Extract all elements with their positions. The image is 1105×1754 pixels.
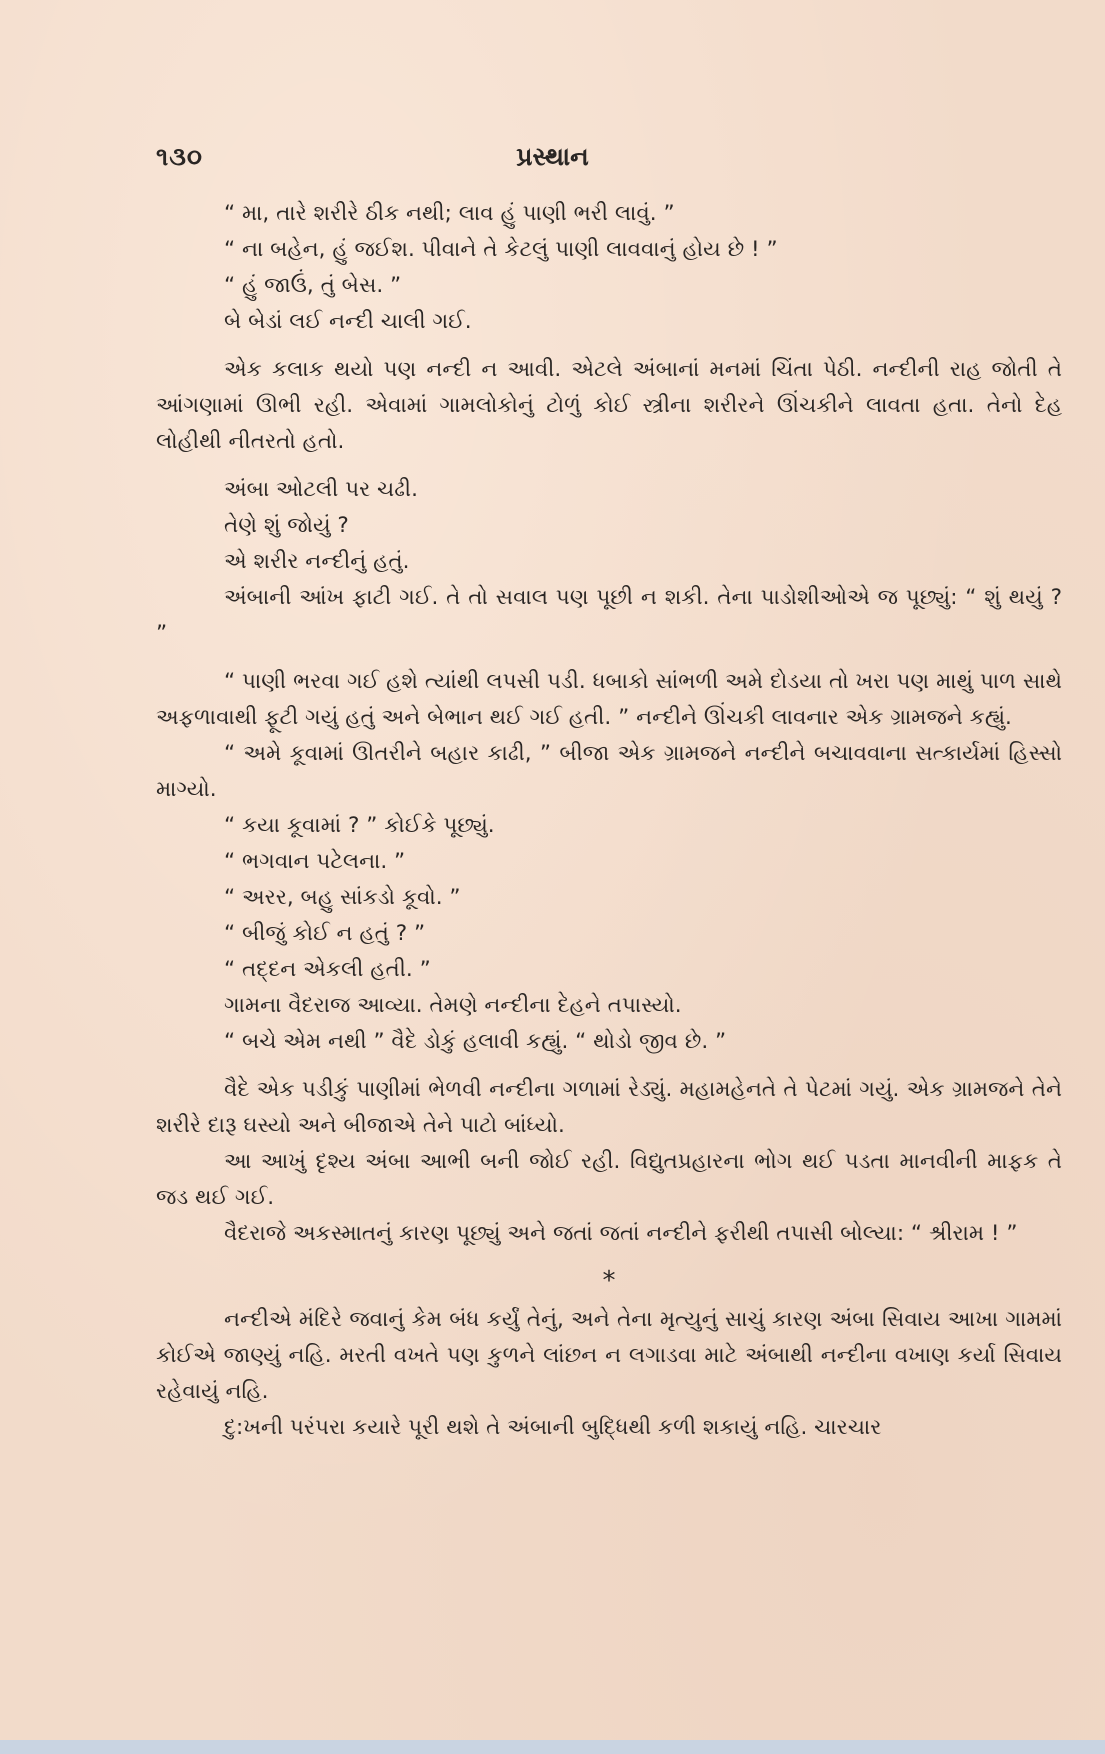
paragraph: “ કયા કૂવામાં ? ” કોઈકે પૂછ્યું. (224, 813, 495, 838)
paragraph: દુ:ખની પરંપરા કયારે પૂરી થશે તે અંબાની બુદ્ધિથી કળી શકાયું નહિ. ચારચાર (224, 1415, 882, 1440)
paragraph: વૈદરાજે અકસ્માતનું કારણ પૂછ્યું અને જતાં જતાં નન્દીને ફરીથી તપાસી બોલ્યા: “ શ્રીરામ ! ” (224, 1221, 1018, 1246)
paragraph: “ તદ્દન એકલી હતી. ” (224, 957, 431, 982)
page-number: ૧૩૦ (156, 142, 203, 171)
paragraph: એક કલાક થયો પણ નન્દી ન આવી. એટલે અંબાનાં મનમાં ચિંતા પેઠી. નન્દીની રાહ જોતી તે આંગણામાં ઊભી રહી. એવામાં ગામલોકોનું ટોળું કોઈ સ્ત્રીના શરીરને ઊંચકીને લાવતા હતા. તેનો દેહ લોહીથી નીતરતો હતો. (156, 357, 1062, 454)
page-header (0, 142, 1105, 182)
paragraph: “ ભગવાન પટેલના. ” (224, 849, 406, 874)
paragraph: “ અમે કૂવામાં ઊતરીને બહાર કાઢી, ” બીજા એક ગ્રામજને નન્દીને બચાવવાના સત્કાર્યમાં હિસ્સો માગ્યો. (156, 741, 1062, 802)
body-text (156, 196, 1062, 1446)
paragraph: ગામના વૈદરાજ આવ્યા. તેમણે નન્દીના દેહને તપાસ્યો. (224, 993, 682, 1018)
paragraph: અંબા ઓટલી પર ચઢી. (224, 477, 418, 502)
section-separator: * (602, 1266, 616, 1296)
paragraph: “ બચે એમ નથી ” વૈદે ડોકું હલાવી કહ્યું. “ થોડો જીવ છે. ” (224, 1029, 727, 1054)
paragraph: “ પાણી ભરવા ગઈ હશે ત્યાંથી લપસી પડી. ધબાકો સાંભળી અમે દોડયા તો ખરા પણ માથું પાળ સાથે અફળાવાથી ફૂટી ગયું હતું અને બેભાન થઈ ગઈ હતી. ” નન્દીને ઊંચકી લાવનાર એક ગ્રામજને કહ્યું. (156, 669, 1062, 730)
paragraph: આ આખું દૃશ્ય અંબા આભી બની જોઈ રહી. વિદ્યુતપ્રહારના ભોગ થઈ પડતા માનવીની માફક તે જડ થઈ ગઈ. (156, 1149, 1062, 1210)
scan-edge-strip (0, 1740, 1105, 1754)
paragraph: “ હું જાઉં, તું બેસ. ” (224, 273, 402, 298)
paragraph: વૈદે એક પડીકું પાણીમાં ભેળવી નન્દીના ગળામાં રેડ્યું. મહામહેનતે તે પેટમાં ગયું. એક ગ્રામજને તેને શરીરે દારૂ ઘસ્યો અને બીજાએ તેને પાટો બાંધ્યો. (156, 1077, 1062, 1138)
paragraph: બે બેડાં લઈ નન્દી ચાલી ગઈ. (224, 309, 472, 334)
paragraph: “ ના બહેન, હું જઈશ. પીવાને તે કેટલું પાણી લાવવાનું હોય છે ! ” (224, 237, 778, 262)
paragraph: એ શરીર નન્દીનું હતું. (224, 549, 410, 574)
paragraph: અંબાની આંખ ફાટી ગઈ. તે તો સવાલ પણ પૂછી ન શકી. તેના પાડોશીઓએ જ પૂછ્યું: “ શું થયું ? ” (156, 585, 1062, 646)
running-title: પ્રસ્થાન (516, 142, 589, 171)
paragraph: “ અરર, બહુ સાંકડો કૂવો. ” (224, 885, 461, 910)
paragraph: નન્દીએ મંદિરે જવાનું કેમ બંધ કર્યું તેનું, અને તેના મૃત્યુનું સાચું કારણ અંબા સિવાય આખા ગામમાં કોઈએ જાણ્યું નહિ. મરતી વખતે પણ કુળને લાંછન ન લગાડવા માટે અંબાથી નન્દીના વખાણ કર્યા સિવાય રહેવાયું નહિ. (156, 1307, 1062, 1404)
paragraph: તેણે શું જોયું ? (224, 513, 349, 538)
paragraph: “ બીજું કોઈ ન હતું ? ” (224, 921, 426, 946)
paragraph: “ મા, તારે શરીરે ઠીક નથી; લાવ હું પાણી ભરી લાવું. ” (224, 201, 675, 226)
